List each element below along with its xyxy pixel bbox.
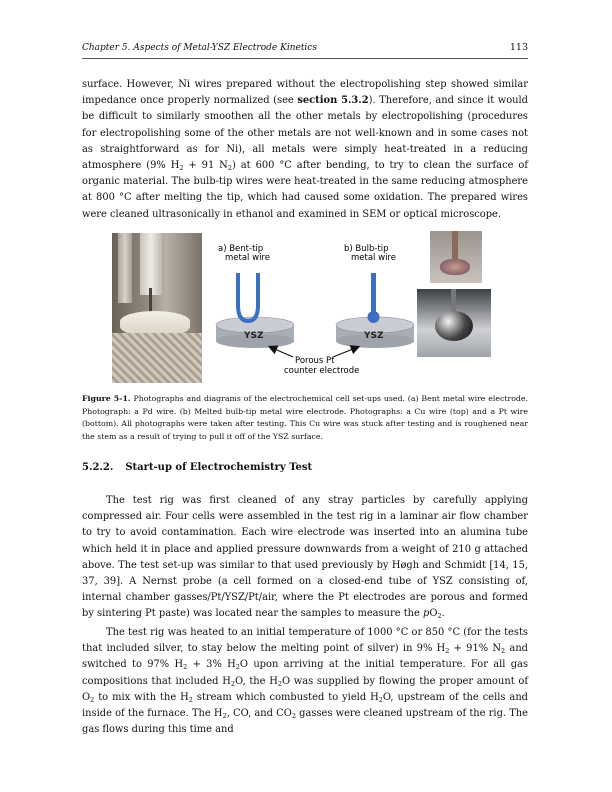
bent-wire-a <box>238 273 258 321</box>
paragraph-test-rig-setup: The test rig was first cleaned of any stray particles by carefully applying compressed air. Four cells were assembled in the test rig in a laminar air flow chamber to try to avoid contamination. Each wire electrode was inserted into an alumina tube which held it in place and applied pressure downwards from a weight of 210 g attached above. The test set-up was similar to that used previously by Høgh and Schmidt [14, 15, 37, 39]. A Nernst probe (a cell formed on a closed-end tube of YSZ consisting of, internal chamber gasses/Pt/YSZ/Pt/air, where the Pt electrodes are porous and formed by sintering Pt paste) was located near the samples to measure the $pO_2$. <box>82 495 528 621</box>
photo-pt-bulb-wire <box>417 289 491 357</box>
arrow-to-disk-b <box>333 347 358 357</box>
electrode-diagram <box>208 233 418 383</box>
header-rule <box>82 58 528 59</box>
label-bent-tip: a) Bent-tip <box>218 244 264 254</box>
caption-label: Figure 5-1. <box>82 394 131 403</box>
chapter-title: Chapter 5. Aspects of Metal-YSZ Electrode Kinetics <box>82 43 317 53</box>
bulb-wire-b <box>368 273 380 323</box>
running-header <box>82 35 528 53</box>
ysz-label-a: YSZ <box>244 331 264 341</box>
section-reference-link[interactable]: section 5.3.2 <box>297 95 369 107</box>
ysz-disk-a <box>216 317 294 348</box>
photo-cu-bulb-wire <box>430 231 482 283</box>
figure-caption <box>82 393 528 444</box>
caption-text: Photographs and diagrams of the electrochemical cell set-ups used. (a) Bent metal wire electrode. Photograph: a Pd wire. (b) Melted bulb-tip metal wire electrode. Photographs: a Cu wire (top) and a Pt wire (bottom). All photographs were taken after testing. This Cu wire was stuck after testing and is roughened near the stem as a result of trying to pull it off of the YSZ surface. <box>82 394 528 442</box>
section-heading <box>82 462 528 473</box>
label-bent-tip-line2: metal wire <box>225 253 270 263</box>
label-bulb-tip-line2: metal wire <box>351 253 396 263</box>
arrow-to-disk-a <box>270 347 293 357</box>
section-number: 5.2.2. <box>82 462 114 473</box>
ysz-label-b: YSZ <box>364 331 384 341</box>
figure-5-1 <box>112 233 492 383</box>
paragraph-heating-gas: The test rig was heated to an initial temperature of 1000 °C or 850 °C (for the tests that included silver, to stay below the melting point of silver) in 9% $H_2 + 91\%$ $N_2$ and switched to 97% $H_2 + 3\%$ $H_2O$ upon arriving at the initial temperature. For all gas compositions that included $H_2O$, the $H_2O$ was supplied by flowing the proper amount of $O_2$ to mix with the $H_2$ stream which combusted to yield $H_2O$, upstream of the cells and inside of the furnace. The $H_2$, CO, and $CO_2$ gasses were cleaned upstream of the rig. The gas flows during this time and <box>82 627 529 736</box>
photo-pd-bent-wire <box>112 233 202 383</box>
label-bulb-tip: b) Bulb-tip <box>344 244 389 254</box>
counter-electrode-label-line2: counter electrode <box>284 366 360 376</box>
counter-electrode-label: Porous Pt <box>295 356 335 366</box>
section-title: Start-up of Electrochemistry Test <box>125 462 313 473</box>
page-number: 113 <box>509 42 528 53</box>
paragraph-electrode-preparation: surface. However, Ni wires prepared without the electropolishing step showed similar impedance once properly normalized (see section 5.3.2). Therefore, and since it would be difficult to similarly smoothen all the other metals by electropolishing (procedures for electropolishing some of the other metals are not well-known and in some cases not as straightforward as for Ni), all metals were simply heat-treated in a reducing atmosphere (9% $H_2 + 91$ $N_2$) at 600 °C after bending, to try to clean the surface of organic material. The bulb-tip wires were heat-treated in the same reducing atmosphere at 800 °C after melting the tip, which had caused some oxidation. The prepared wires were cleaned ultrasonically in ethanol and examined in SEM or optical microscope. <box>82 79 528 220</box>
